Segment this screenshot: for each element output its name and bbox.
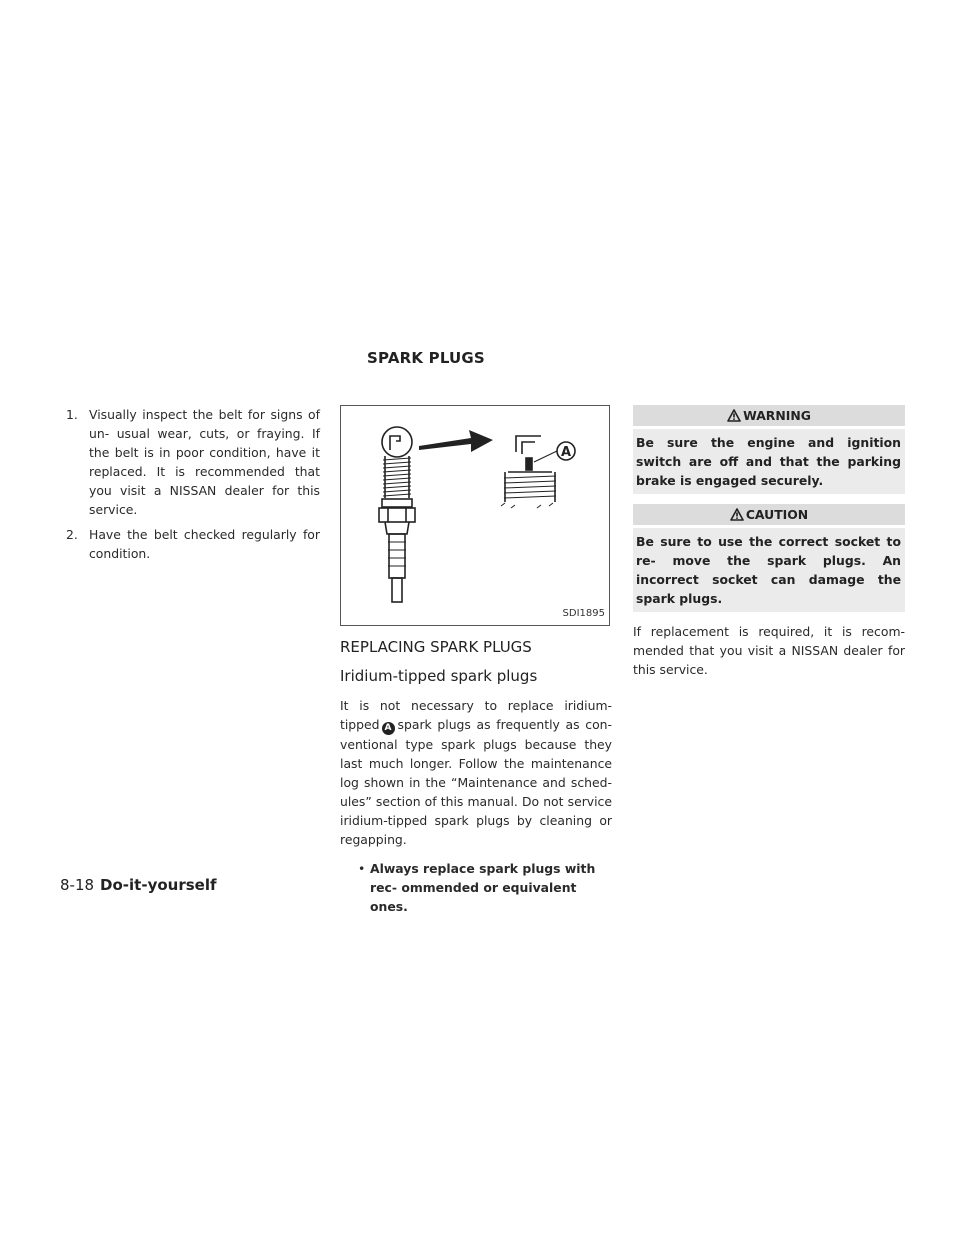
warning-icon xyxy=(727,409,741,422)
bullet-icon: • xyxy=(358,861,366,876)
page-number: 8-18 xyxy=(60,876,95,894)
bullet-text: Always replace spark plugs with rec- ommended or equivalent ones. xyxy=(370,861,596,914)
caution-icon xyxy=(730,508,744,521)
closing-paragraph: If replacement is required, it is recom- mended that you visit a NISSAN dealer for this service. xyxy=(633,624,905,677)
iridium-paragraph xyxy=(340,696,612,849)
paragraph-text: spark plugs as frequently as con- ventional type spark plugs because they last much longer. Follow the maintenance log shown in the “Maintenance and sched- ules” section of this manual. Do not service iridium-tipped spark plugs by cleaning or regapping. xyxy=(340,717,612,847)
step-number: 1. xyxy=(66,407,78,422)
middle-column xyxy=(340,405,612,916)
replacing-heading: REPLACING SPARK PLUGS xyxy=(340,638,532,656)
left-column xyxy=(60,405,320,569)
step-text: Visually inspect the belt for signs of un- usual wear, cuts, or fraying. If the belt is in poor condition, have it replaced. It is recommended that you visit a NISSAN dealer for this service. xyxy=(89,407,320,517)
warning-header xyxy=(633,405,905,426)
warning-label: WARNING xyxy=(743,408,811,423)
figure-callout-a: A xyxy=(560,445,572,460)
caution-text: Be sure to use the correct socket to re- move the spark plugs. An incorrect socket can damage the spark plugs. xyxy=(633,528,905,612)
list-item xyxy=(60,405,320,519)
warning-box xyxy=(633,405,905,494)
step-text: Have the belt checked regularly for condition. xyxy=(89,527,320,561)
paragraph-text: It is not necessary to replace iridium- tipped xyxy=(340,698,612,732)
spark-plug-illustration xyxy=(341,406,609,625)
caution-label: CAUTION xyxy=(745,507,809,522)
right-column xyxy=(633,405,905,679)
figure-code: SDI1895 xyxy=(562,608,605,619)
page-footer xyxy=(60,876,217,894)
warning-text: Be sure the engine and ignition switch are off and that the parking brake is engaged securely. xyxy=(633,429,905,494)
step-number: 2. xyxy=(66,527,78,542)
spark-plug-figure xyxy=(340,405,610,626)
caution-header xyxy=(633,504,905,525)
section-heading: SPARK PLUGS xyxy=(367,349,485,367)
list-item xyxy=(340,859,612,916)
caution-box xyxy=(633,504,905,612)
footer-section-name: Do-it-yourself xyxy=(100,876,217,894)
iridium-subheading: Iridium-tipped spark plugs xyxy=(340,667,538,685)
callout-a-icon: A xyxy=(382,722,395,735)
list-item xyxy=(60,525,320,563)
